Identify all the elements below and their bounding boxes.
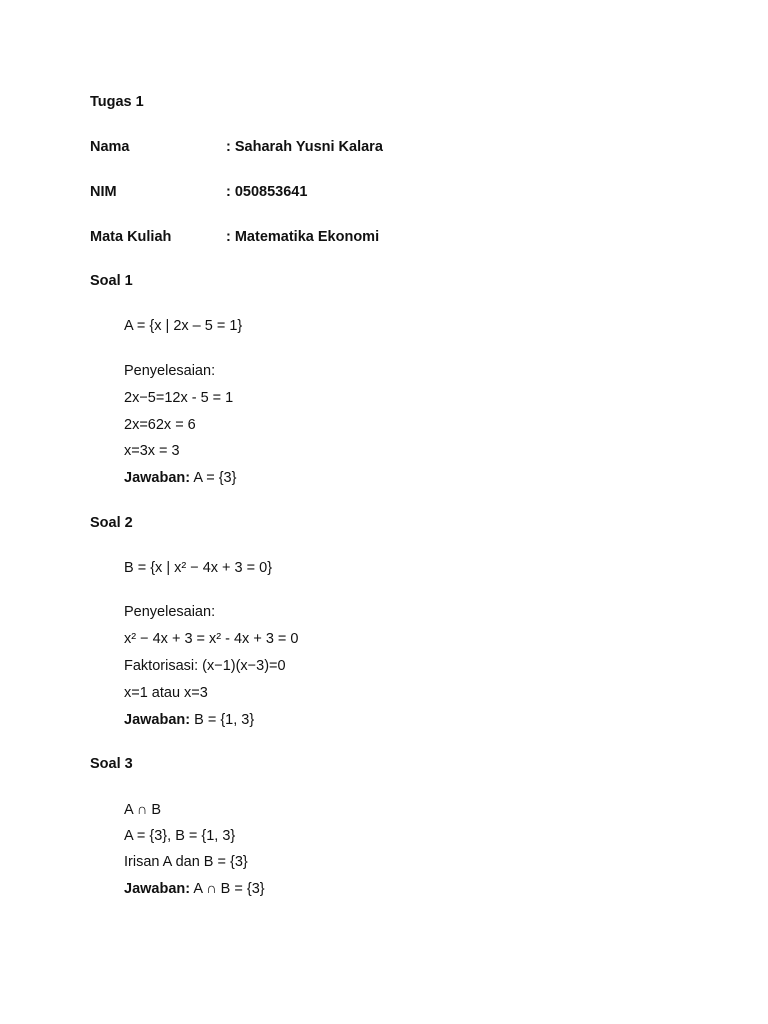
- soal2-statement: B = {x | x² − 4x + 3 = 0}: [124, 560, 273, 576]
- soal2-answer-label: Jawaban:: [124, 712, 191, 728]
- soal3-answer-label: Jawaban:: [124, 881, 191, 897]
- field-value-nama: : Saharah Yusni Kalara: [226, 139, 383, 155]
- soal2-step-3: x=1 atau x=3: [124, 685, 208, 701]
- field-label-nama: Nama: [90, 139, 130, 155]
- soal1-answer: [124, 469, 236, 487]
- soal3-step-2: A = {3}, B = {1, 3}: [124, 828, 236, 844]
- field-label-nim: NIM: [90, 184, 117, 200]
- field-label-mata-kuliah: Mata Kuliah: [90, 229, 172, 245]
- soal1-step-3: x=3x = 3: [124, 443, 180, 459]
- soal2-answer: [124, 711, 254, 729]
- document-title: Tugas 1: [90, 94, 144, 110]
- soal2-step-2: Faktorisasi: (x−1)(x−3)=0: [124, 658, 286, 674]
- soal3-answer: [124, 880, 265, 898]
- soal3-answer-value: A ∩ B = {3}: [190, 881, 265, 897]
- soal2-step-1: x² − 4x + 3 = x² - 4x + 3 = 0: [124, 631, 299, 647]
- field-value-nim: : 050853641: [226, 184, 308, 200]
- soal2-solution-label: Penyelesaian:: [124, 604, 216, 620]
- soal3-step-3: Irisan A dan B = {3}: [124, 854, 248, 870]
- soal1-solution-label: Penyelesaian:: [124, 363, 216, 379]
- field-value-mata-kuliah: : Matematika Ekonomi: [226, 229, 380, 245]
- soal1-heading: Soal 1: [90, 273, 133, 289]
- soal1-step-1: 2x−5=12x - 5 = 1: [124, 390, 234, 406]
- soal2-answer-value: B = {1, 3}: [190, 712, 255, 728]
- soal1-answer-label: Jawaban:: [124, 470, 191, 486]
- soal2-heading: Soal 2: [90, 515, 133, 531]
- soal1-statement: A = {x | 2x – 5 = 1}: [124, 318, 243, 334]
- soal1-answer-value: A = {3}: [190, 470, 237, 486]
- soal1-step-2: 2x=62x = 6: [124, 417, 196, 433]
- soal3-heading: Soal 3: [90, 756, 133, 772]
- soal3-step-1: A ∩ B: [124, 802, 162, 818]
